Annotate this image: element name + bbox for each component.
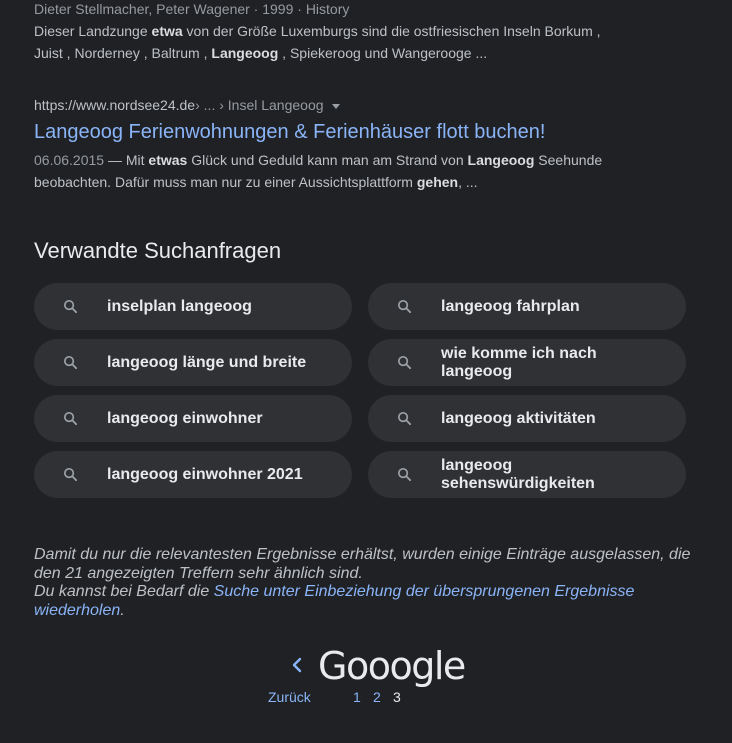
result-url-breadcrumb: › ... › Insel Langeoog	[195, 97, 324, 113]
snippet-highlight: Langeoog	[211, 45, 279, 61]
related-search-label: langeoog einwohner 2021	[107, 465, 303, 483]
snippet-text: beobachten. Dafür muss man nur zu einer Aussichtsplattform	[34, 174, 417, 190]
related-search-chip[interactable]	[34, 283, 352, 330]
snippet-text: Juist , Norderney , Baltrum ,	[34, 45, 212, 61]
result-meta: Dieter Stellmacher, Peter Wagener · 1999 · History	[34, 1, 350, 17]
snippet-text: Seehunde	[534, 152, 603, 168]
pagination-logo: Gooogle	[318, 644, 465, 688]
more-options-caret-icon[interactable]	[332, 104, 340, 109]
related-search-label: langeoog einwohner	[107, 409, 263, 427]
result-date: 06.06.2015	[34, 152, 105, 168]
result-url[interactable]	[34, 96, 340, 114]
omitted-notice-text: Du kannst bei Bedarf die	[34, 583, 214, 600]
page-link-2[interactable]: 2	[373, 689, 381, 705]
result-snippet	[34, 149, 634, 193]
snippet-text: von der Größe Luxemburgs sind die ostfriesischen Inseln Borkum ,	[182, 23, 601, 39]
related-search-chip[interactable]	[34, 395, 352, 442]
chevron-left-icon[interactable]	[290, 656, 304, 674]
search-icon	[62, 466, 79, 483]
omitted-notice-text: Damit du nur die relevantesten Ergebnisse erhältst, wurden einige Einträge ausgelassen, die den 21 angezeigten Treffern sehr ähnlich sind.	[34, 546, 691, 582]
current-page-number: 3	[393, 689, 401, 705]
search-icon	[396, 410, 413, 427]
page-link-1[interactable]: 1	[353, 689, 361, 705]
related-search-chip[interactable]	[368, 451, 686, 498]
search-icon	[62, 354, 79, 371]
related-search-label: wie komme ich nach langeoog	[441, 344, 597, 380]
related-search-label: langeoog länge und breite	[107, 353, 307, 371]
related-search-label: langeoog fahrplan	[441, 297, 580, 315]
result-snippet	[34, 20, 634, 64]
omitted-notice-text: .	[120, 601, 125, 619]
related-search-chip[interactable]	[368, 283, 686, 330]
snippet-highlight: Langeoog	[467, 152, 535, 168]
related-search-label: inselplan langeoog	[107, 297, 252, 315]
repeat-search-link[interactable]: Suche unter Einbeziehung der übersprungenen Ergebnisse wiederholen	[34, 583, 635, 619]
previous-page-link[interactable]: Zurück	[268, 689, 311, 705]
related-search-chip[interactable]	[34, 339, 352, 386]
snippet-text: Dieser Landzunge	[34, 23, 152, 39]
search-icon	[396, 466, 413, 483]
related-search-label: langeoog sehenswürdigkeiten	[441, 456, 595, 492]
snippet-text: Glück und Geduld kann man am Strand von	[187, 152, 468, 168]
snippet-highlight: etwa	[151, 23, 183, 39]
related-searches-heading: Verwandte Suchanfragen	[34, 238, 282, 263]
related-search-chip[interactable]	[368, 339, 686, 386]
snippet-text: , ...	[458, 174, 478, 190]
snippet-text: — Mit	[104, 152, 149, 168]
snippet-text: , Spiekeroog und Wangerooge ...	[278, 45, 488, 61]
snippet-highlight: etwas	[148, 152, 188, 168]
result-title-link[interactable]: Langeoog Ferienwohnungen & Ferienhäuser flott buchen!	[34, 121, 546, 143]
omitted-results-notice	[34, 546, 694, 620]
search-icon	[396, 298, 413, 315]
related-search-chip[interactable]	[368, 395, 686, 442]
search-icon	[62, 410, 79, 427]
snippet-highlight: gehen	[416, 174, 459, 190]
search-icon	[62, 298, 79, 315]
result-url-host: https://www.nordsee24.de	[34, 97, 196, 113]
search-icon	[396, 354, 413, 371]
related-search-label: langeoog aktivitäten	[441, 409, 596, 427]
related-search-chip[interactable]	[34, 451, 352, 498]
